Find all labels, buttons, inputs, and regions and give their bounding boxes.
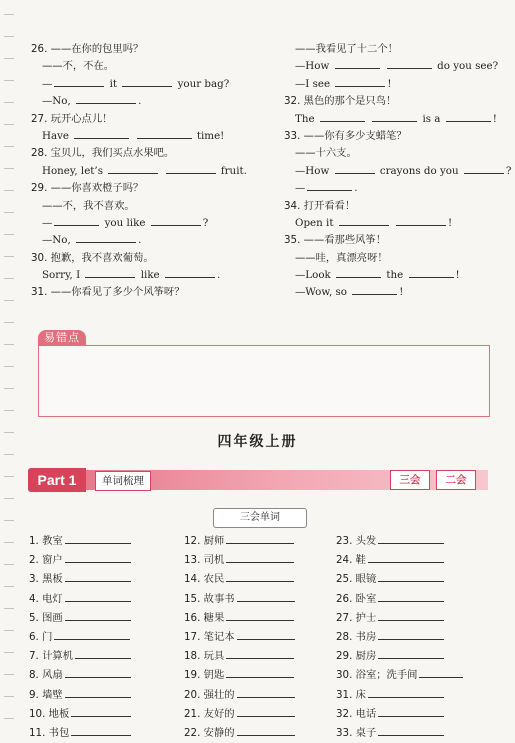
answer-line[interactable] (226, 666, 294, 678)
blank[interactable] (320, 112, 365, 122)
vocab-item: 33. 桌子 (336, 724, 463, 743)
exercise-32-line: The is a ! (295, 112, 497, 125)
blank[interactable] (339, 216, 389, 226)
answer-line[interactable] (378, 628, 444, 640)
error-points-box[interactable] (38, 345, 490, 417)
exercise-30-line: Sorry, I like . (42, 269, 221, 282)
exercise-31-answer: ——我看见了十二个！ (295, 43, 398, 55)
answer-line[interactable] (378, 532, 444, 544)
vocab-item: 21. 友好的 (184, 705, 295, 724)
vocab-item: 31. 床 (336, 686, 463, 705)
vocab-item: 5. 图画 (29, 609, 131, 628)
exercise-28-prompt: 28. 宝贝儿，我们买点水果吧。 (31, 147, 175, 160)
exercise-35-prompt: 35. ——看那些风筝！ (284, 234, 387, 247)
answer-line[interactable] (65, 666, 131, 678)
vocab-item: 10. 地板 (29, 705, 131, 724)
grade-title: 四年级上册 (217, 434, 298, 450)
section-title: 三会单词 (213, 508, 307, 528)
answer-line[interactable] (226, 647, 294, 659)
exercise-29-line-a: — you like ? (42, 216, 209, 229)
answer-line[interactable] (237, 724, 295, 736)
answer-line[interactable] (71, 705, 131, 717)
blank[interactable] (446, 112, 491, 122)
blank[interactable] (76, 233, 136, 243)
vocab-item: 25. 眼镜 (336, 570, 463, 589)
blank[interactable] (464, 164, 504, 174)
badge-two-skills: 二会 (436, 470, 476, 490)
blank[interactable] (307, 181, 352, 191)
vocab-item: 23. 头发 (336, 532, 463, 551)
answer-line[interactable] (237, 686, 295, 698)
blank[interactable] (74, 129, 129, 139)
exercise-33-line-b: — . (295, 182, 358, 195)
blank[interactable] (409, 268, 454, 278)
vocab-item: 1. 教室 (29, 532, 131, 551)
exercise-26-prompt: 26. ——在你的包里吗？ (31, 43, 144, 55)
vocab-item: 13. 司机 (184, 551, 295, 570)
exercise-27-prompt: 27. 玩开心点儿！ (31, 112, 113, 125)
blank[interactable] (166, 164, 216, 174)
answer-line[interactable] (65, 551, 131, 563)
exercise-35-line-b: —Wow, so ! (295, 286, 404, 299)
answer-line[interactable] (378, 590, 444, 602)
answer-line[interactable] (75, 647, 131, 659)
exercise-column-left (31, 41, 276, 302)
vocab-item: 18. 玩具 (184, 647, 295, 666)
exercise-28-line: Honey, let’s fruit. (42, 164, 247, 177)
blank[interactable] (76, 94, 136, 104)
answer-line[interactable] (378, 647, 444, 659)
answer-line[interactable] (368, 686, 444, 698)
vocab-column-3 (336, 532, 463, 743)
vocab-item: 4. 电灯 (29, 590, 131, 609)
vocab-item: 19. 钥匙 (184, 666, 295, 685)
answer-line[interactable] (419, 666, 463, 678)
blank[interactable] (151, 216, 201, 226)
blank[interactable] (54, 77, 104, 87)
blank[interactable] (372, 112, 417, 122)
blank[interactable] (165, 268, 215, 278)
answer-line[interactable] (226, 570, 294, 582)
vocab-item: 16. 糖果 (184, 609, 295, 628)
vocab-item: 3. 黑板 (29, 570, 131, 589)
answer-line[interactable] (378, 609, 444, 621)
vocab-column-2 (184, 532, 295, 743)
answer-line[interactable] (237, 628, 295, 640)
answer-line[interactable] (65, 609, 131, 621)
vocab-item: 30. 浴室；洗手间 (336, 666, 463, 685)
vocab-item: 20. 强壮的 (184, 686, 295, 705)
vocab-item: 2. 窗户 (29, 551, 131, 570)
answer-line[interactable] (71, 724, 131, 736)
answer-line[interactable] (65, 686, 131, 698)
exercise-column-right (284, 41, 512, 302)
vocab-item: 28. 书房 (336, 628, 463, 647)
answer-line[interactable] (65, 532, 131, 544)
answer-line[interactable] (378, 570, 444, 582)
blank[interactable] (352, 285, 397, 295)
exercise-29-answer: ——不，我不喜欢。 (42, 199, 135, 212)
blank[interactable] (85, 268, 135, 278)
answer-line[interactable] (65, 590, 131, 602)
exercise-29-line-b: —No, . (42, 234, 142, 247)
exercise-31-prompt: 31. ——你看见了多少个风筝呀？ (31, 286, 185, 299)
vocab-column-1 (29, 532, 131, 743)
vocab-item: 24. 鞋 (336, 551, 463, 570)
blank[interactable] (54, 216, 99, 226)
exercise-26-line-a: — it your bag? (42, 77, 230, 90)
vocab-item: 17. 笔记本 (184, 628, 295, 647)
vocab-item: 26. 卧室 (336, 590, 463, 609)
blank[interactable] (335, 59, 380, 69)
blank[interactable] (335, 77, 385, 87)
exercise-35-answer: ——哇，真漂亮呀！ (295, 251, 388, 264)
vocab-item: 12. 厨师 (184, 532, 295, 551)
exercise-33-answer: ——十六支。 (295, 147, 357, 160)
exercise-33-prompt: 33. ——你有多少支蜡笔？ (284, 129, 407, 142)
answer-line[interactable] (54, 628, 130, 640)
exercise-35-line-a: —Look the ! (295, 269, 460, 282)
answer-line[interactable] (226, 551, 294, 563)
exercise-26-answer: ——不，不在。 (42, 60, 115, 73)
blank[interactable] (137, 129, 192, 139)
exercise-31-line-b: —I see ! (295, 77, 392, 90)
answer-line[interactable] (237, 590, 295, 602)
vocab-item: 29. 厨房 (336, 647, 463, 666)
vocab-item: 9. 墙壁 (29, 686, 131, 705)
blank[interactable] (122, 77, 172, 87)
blank[interactable] (108, 164, 158, 174)
exercise-29-prompt: 29. ——你喜欢橙子吗？ (31, 182, 144, 195)
part-tag: Part 1 (28, 468, 86, 492)
exercise-32-prompt: 32. 黑色的那个是只鸟！ (284, 95, 397, 108)
vocab-item: 22. 安静的 (184, 724, 295, 743)
exercise-34-line: Open it ! (295, 216, 453, 229)
vocab-item: 14. 农民 (184, 570, 295, 589)
exercise-26-line-b: —No, . (42, 95, 142, 108)
vocab-item: 15. 故事书 (184, 590, 295, 609)
blank[interactable] (335, 164, 375, 174)
exercise-34-prompt: 34. 打开看看！ (284, 199, 356, 212)
blank[interactable] (336, 268, 381, 278)
error-points-label: 易错点 (38, 330, 86, 346)
answer-line[interactable] (378, 724, 444, 736)
vocab-item: 11. 书包 (29, 724, 131, 743)
vocab-item: 7. 计算机 (29, 647, 131, 666)
vocab-item: 8. 风扇 (29, 666, 131, 685)
blank[interactable] (396, 216, 446, 226)
answer-line[interactable] (378, 705, 444, 717)
answer-line[interactable] (368, 551, 444, 563)
blank[interactable] (387, 59, 432, 69)
vocab-item: 32. 电话 (336, 705, 463, 724)
answer-line[interactable] (226, 609, 294, 621)
part-label: 单词梳理 (95, 471, 151, 491)
vocab-item: 27. 护士 (336, 609, 463, 628)
exercise-30-prompt: 30. 抱歉，我不喜欢葡萄。 (31, 251, 154, 264)
exercise-31-line-a: —How do you see? (295, 60, 499, 73)
exercise-33-line-a: —How crayons do you ? (295, 164, 512, 177)
answer-line[interactable] (237, 705, 295, 717)
binding-holes (4, 0, 14, 728)
exercise-27-line: Have time! (42, 129, 225, 142)
badge-three-skills: 三会 (390, 470, 430, 490)
vocab-item: 6. 门 (29, 628, 131, 647)
answer-line[interactable] (226, 532, 294, 544)
answer-line[interactable] (65, 570, 131, 582)
